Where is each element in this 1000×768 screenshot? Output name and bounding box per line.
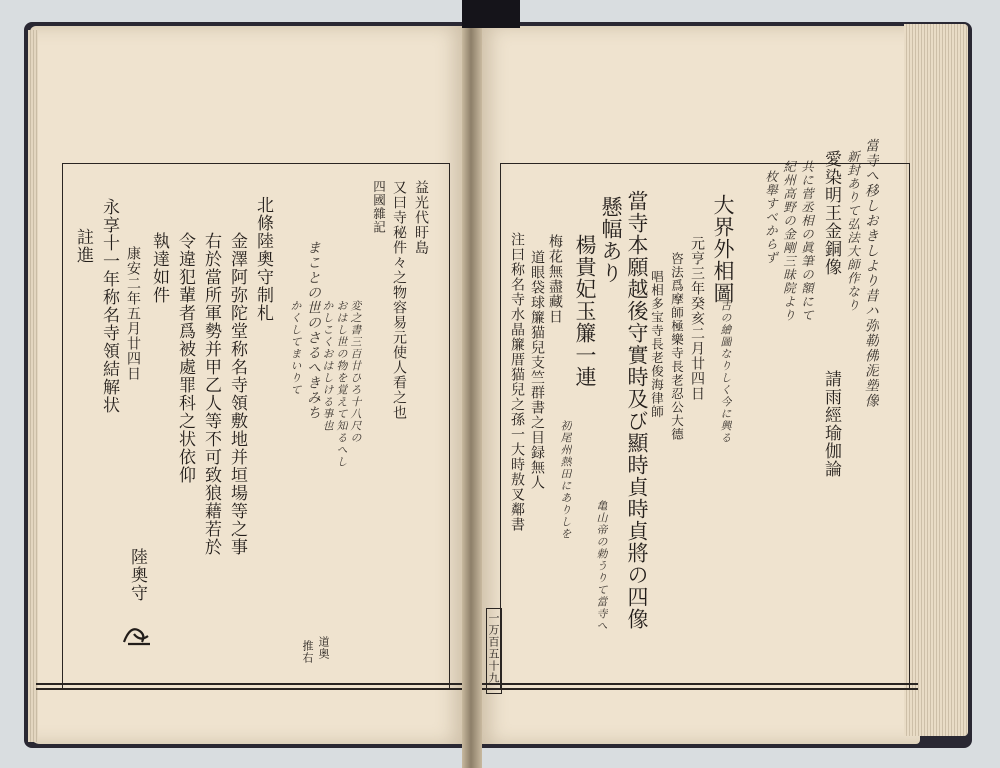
text-column: 注曰称名寺水晶簾厝猫兒之孫一大時敖叉鄰書	[509, 232, 525, 532]
handwritten-column: 古の繪圖なりしく今に興る	[719, 300, 732, 444]
heading-column: 北條陸奧守制札	[253, 196, 273, 322]
text-column: 元亨三年癸亥二月廿四日	[689, 236, 705, 401]
handwritten-column: 共に菅丞相の眞筆の額にて	[799, 160, 815, 322]
text-column: 愛染明王金銅像	[821, 150, 841, 276]
right-page-edges	[904, 24, 968, 736]
handwritten-column: 新封ありて弘法大師作なり	[845, 150, 861, 312]
text-column: 令違犯輩者爲被處罪科之状依仰	[175, 232, 195, 484]
handwritten-column: 変之書三百廿ひろ十八尺の	[349, 300, 362, 444]
text-column: 右於當所軍勢并甲乙人等不可致狼藉若於	[201, 232, 221, 556]
right-bottom-rule	[482, 683, 918, 685]
handwritten-column: まことの世のさるへきみち	[305, 240, 321, 420]
text-column: 又曰寺秘件々之物容易元使人看之也	[391, 180, 407, 420]
text-column: 金澤阿弥陀堂称名寺領敷地并垣場等之事	[227, 232, 247, 556]
handwritten-column: 當寺へ移しおきしより昔ハ弥勒佛泥塑像	[863, 138, 879, 408]
left-page-edges	[28, 30, 38, 742]
text-column: 請雨經瑜伽論	[821, 370, 841, 478]
signature-column: 陸奧守	[127, 548, 147, 602]
left-bottom-rule-2	[36, 688, 462, 690]
heading-column: 註進	[73, 228, 93, 264]
right-bottom-rule-2	[482, 688, 918, 690]
text-column: 執達如件	[149, 232, 169, 304]
text-column: 唱相多宝寺長老俊海律師	[649, 270, 665, 419]
handwritten-column: 枚舉すべからず	[763, 170, 779, 265]
handwritten-column: 紀州高野の金剛三昧院より	[781, 160, 797, 322]
note-column: 推右	[301, 640, 314, 664]
text-column: 咨法爲摩師極樂寺長老忍公大德	[669, 252, 685, 441]
handwritten-column: 初尾州熱田にありしを	[559, 420, 572, 540]
book-gutter	[462, 0, 482, 768]
handwritten-column: おはし世の物を覚えて知るへし	[335, 300, 348, 468]
heading-column: 當寺本願越後守實時及び顯時貞時貞將の四像	[625, 190, 649, 630]
heading-column: 楊貴妃玉簾一連	[573, 234, 597, 388]
note-column: 道奥	[317, 636, 330, 660]
date-column: 康安二年五月廿四日	[125, 246, 141, 381]
text-column: 四國雜記	[371, 180, 387, 234]
text-column: 梅花無盡藏日	[547, 234, 563, 324]
text-column: 益光代盱島	[413, 180, 429, 255]
heading-column: 大界外相圖	[711, 194, 735, 304]
left-bottom-rule	[36, 683, 462, 685]
page-number: 一万百五十九	[487, 612, 500, 684]
kao-signature-mark	[120, 620, 154, 650]
handwritten-column: かくしてまいりて	[289, 300, 302, 396]
heading-column: 懸幅あり	[599, 196, 623, 284]
handwritten-column: かしこくおはしける事也	[321, 300, 334, 432]
heading-column: 永享十一年称名寺領結解状	[99, 198, 119, 414]
handwritten-column: 亀山帝の勅うりて當寺へ	[595, 500, 608, 632]
text-column: 道眼袋球簾猫兒支竺群書之目録無人	[529, 250, 545, 490]
bookmark-ribbon	[462, 0, 520, 28]
